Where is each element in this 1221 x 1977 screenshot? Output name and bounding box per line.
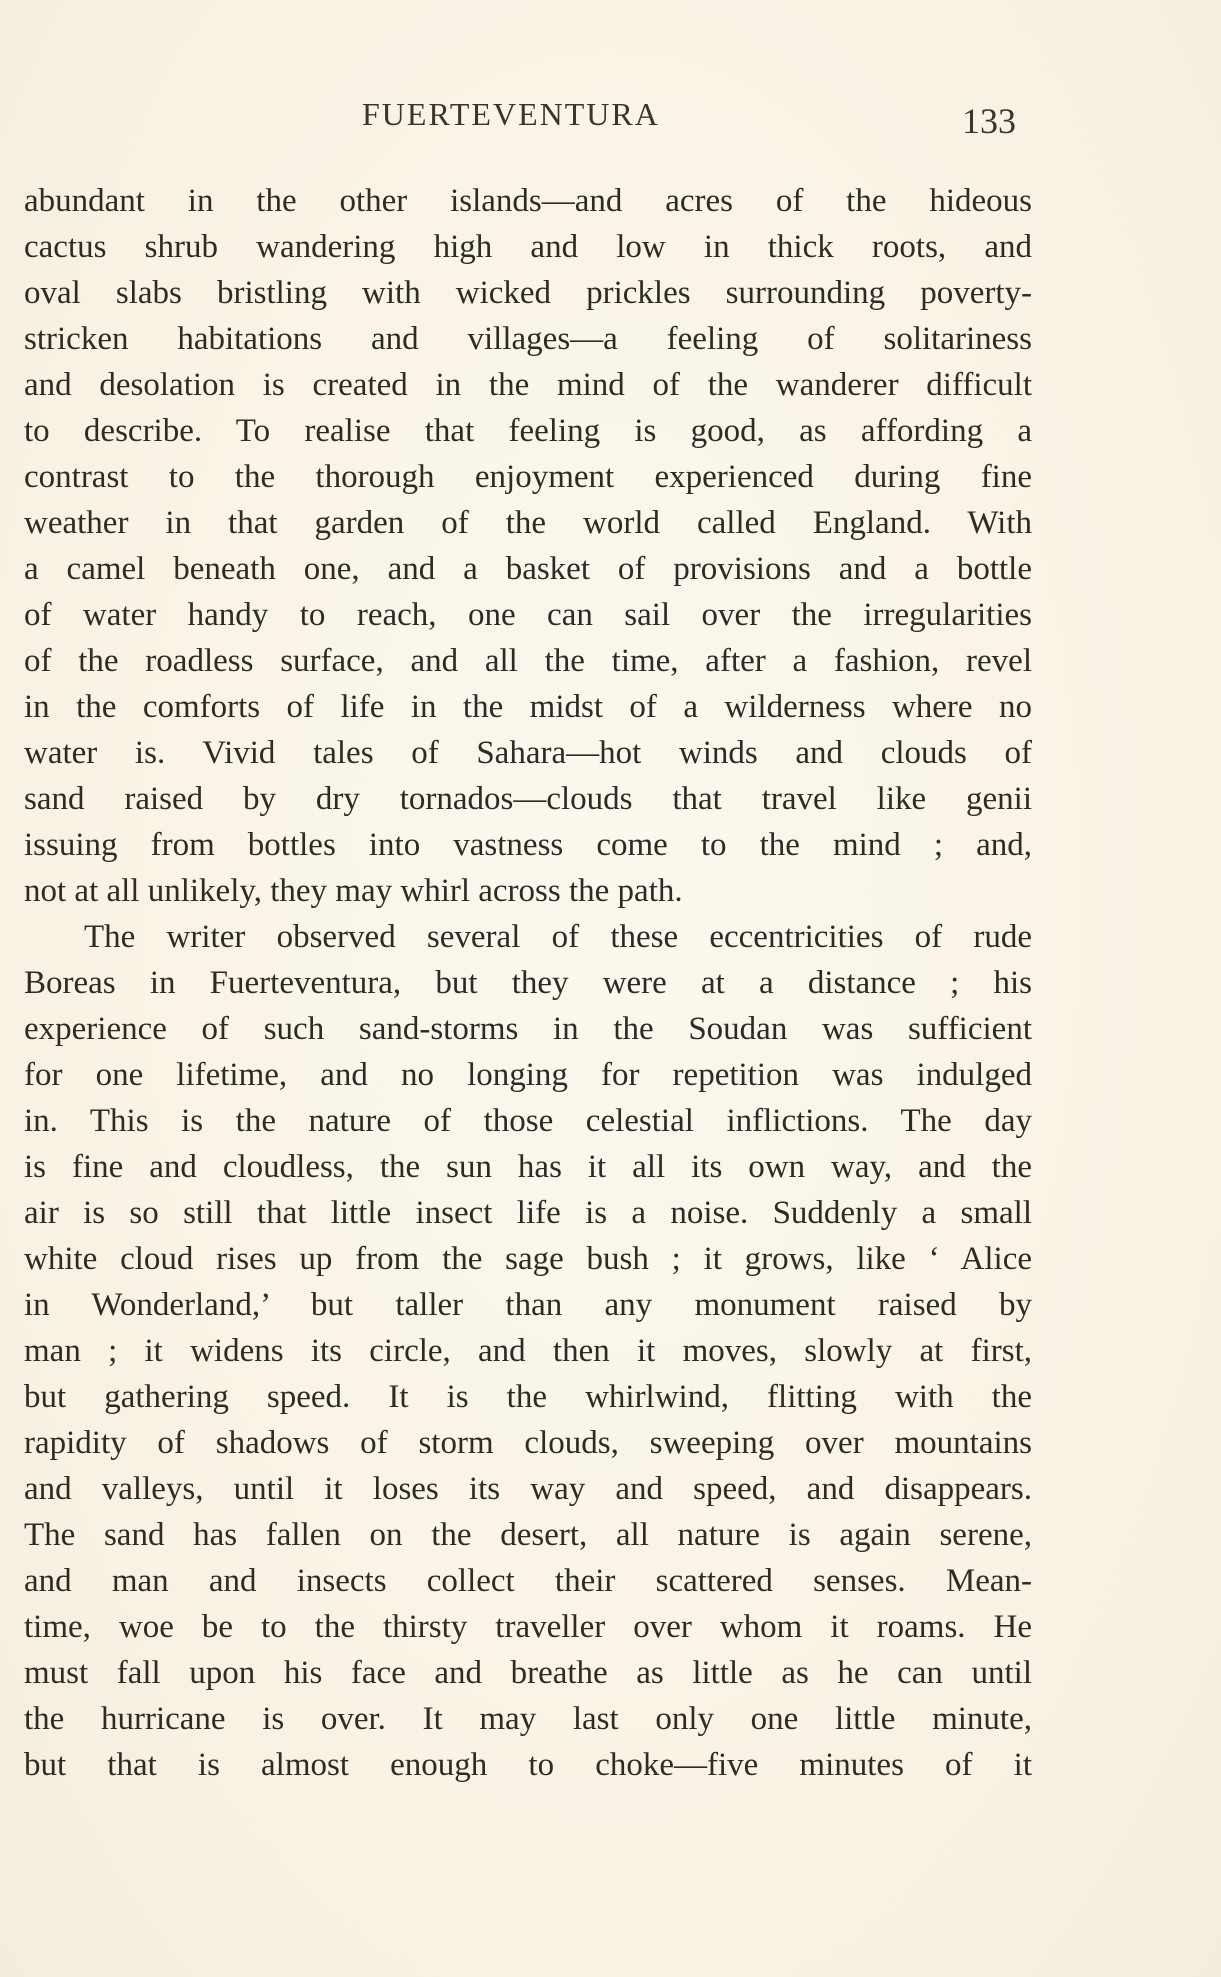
text-line: of water handy to reach, one can sail over the irregularities: [24, 597, 1032, 633]
text-line: to describe. To realise that feeling is good, as affording a: [24, 413, 1032, 449]
text-line: time, woe be to the thirsty traveller over whom it roams. He: [24, 1609, 1032, 1645]
text-line: rapidity of shadows of storm clouds, sweeping over mountains: [24, 1425, 1032, 1461]
text-line: stricken habitations and villages—a feeling of solitariness: [24, 321, 1032, 357]
text-line: cactus shrub wandering high and low in thick roots, and: [24, 229, 1032, 265]
text-line: for one lifetime, and no longing for repetition was indulged: [24, 1057, 1032, 1093]
text-line: and man and insects collect their scattered senses. Mean-: [24, 1563, 1032, 1599]
text-line: must fall upon his face and breathe as little as he can until: [24, 1655, 1032, 1691]
text-line: weather in that garden of the world called England. With: [24, 505, 1032, 541]
page-number: 133: [962, 101, 1016, 141]
text-line: but that is almost enough to choke—five minutes of it: [24, 1747, 1032, 1783]
text-line: of the roadless surface, and all the time, after a fashion, revel: [24, 643, 1032, 679]
text-line: and valleys, until it loses its way and speed, and disappears.: [24, 1471, 1032, 1507]
text-line: man ; it widens its circle, and then it moves, slowly at first,: [24, 1333, 1032, 1369]
text-line: in the comforts of life in the midst of a wilderness where no: [24, 689, 1032, 725]
text-line: issuing from bottles into vastness come to the mind ; and,: [24, 827, 1032, 863]
text-line: air is so still that little insect life is a noise. Suddenly a small: [24, 1195, 1032, 1231]
text-line: contrast to the thorough enjoyment experienced during fine: [24, 459, 1032, 495]
text-line: Boreas in Fuerteventura, but they were at a distance ; his: [24, 965, 1032, 1001]
text-line: in Wonderland,’ but taller than any monument raised by: [24, 1287, 1032, 1323]
paragraph-end-line: not at all unlikely, they may whirl across the path.: [24, 873, 683, 909]
text-line: in. This is the nature of those celestial inflictions. The day: [24, 1103, 1032, 1139]
text-line: abundant in the other islands—and acres of the hideous: [24, 183, 1032, 219]
text-line: sand raised by dry tornados—clouds that travel like genii: [24, 781, 1032, 817]
text-line: oval slabs bristling with wicked prickles surrounding poverty-: [24, 275, 1032, 311]
text-line: but gathering speed. It is the whirlwind, flitting with the: [24, 1379, 1032, 1415]
text-line: the hurricane is over. It may last only one little minute,: [24, 1701, 1032, 1737]
text-line: is fine and cloudless, the sun has it all its own way, and the: [24, 1149, 1032, 1185]
text-line: water is. Vivid tales of Sahara—hot winds and clouds of: [24, 735, 1032, 771]
text-line: a camel beneath one, and a basket of provisions and a bottle: [24, 551, 1032, 587]
text-line: and desolation is created in the mind of the wanderer difficult: [24, 367, 1032, 403]
text-line: The sand has fallen on the desert, all nature is again serene,: [24, 1517, 1032, 1553]
text-line: experience of such sand-storms in the Soudan was sufficient: [24, 1011, 1032, 1047]
page-header: [0, 96, 1221, 146]
paragraph-start-line: The writer observed several of these eccentricities of rude: [84, 919, 1032, 955]
text-line: white cloud rises up from the sage bush ; it grows, like ‘ Alice: [24, 1241, 1032, 1277]
body-text: [24, 178, 1032, 1788]
running-title: FUERTEVENTURA: [362, 96, 660, 132]
